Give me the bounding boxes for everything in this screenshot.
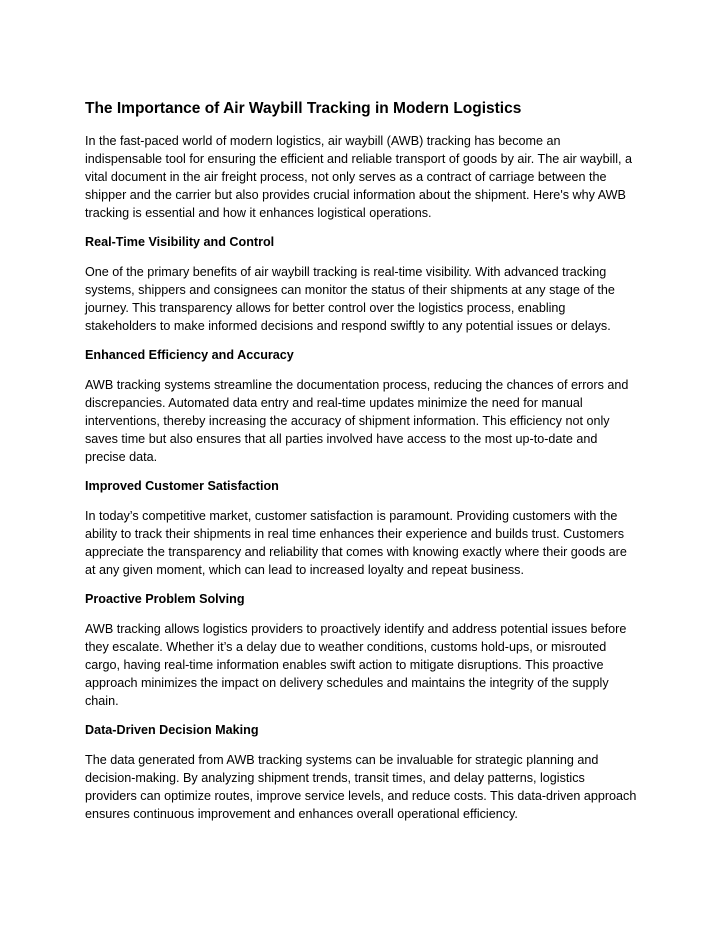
section-heading-real-time-visibility: Real-Time Visibility and Control	[85, 235, 275, 249]
section-heading-problem-solving: Proactive Problem Solving	[85, 592, 245, 606]
document-page	[85, 98, 637, 834]
section-body-problem-solving: AWB tracking allows logistics providers to proactively identify and address potential issues before they escalate. Whether it’s a delay due to weather conditions, customs hold-ups, or misrouted cargo, having real-time information enables swift action to mitigate disruptions. This proactive approach minimizes the impact on delivery schedules and maintains the integrity of the supply chain.	[85, 622, 627, 708]
intro-paragraph: In the fast-paced world of modern logistics, air waybill (AWB) tracking has become an indispensable tool for ensuring the efficient and reliable transport of goods by air. The air waybill, a vital document in the air freight process, not only serves as a contract of carriage between the shipper and the carrier but also provides crucial information about the shipment. Here's why AWB tracking is essential and how it enhances logistical operations.	[85, 134, 632, 220]
section-body-decision-making: The data generated from AWB tracking systems can be invaluable for strategic planning and decision-making. By analyzing shipment trends, transit times, and delay patterns, logistics providers can optimize routes, improve service levels, and reduce costs. This data-driven approach ensures continuous improvement and enhances overall operational efficiency.	[85, 753, 637, 821]
section-heading-efficiency-accuracy: Enhanced Efficiency and Accuracy	[85, 348, 294, 362]
section-body-real-time-visibility: One of the primary benefits of air waybill tracking is real-time visibility. With advanced tracking systems, shippers and consignees can monitor the status of their shipments at any stage of the journey. This transparency allows for better control over the logistics process, enabling stakeholders to make informed decisions and respond swiftly to any potential issues or delays.	[85, 265, 615, 333]
document-title: The Importance of Air Waybill Tracking in Modern Logistics	[85, 100, 522, 117]
section-body-efficiency-accuracy: AWB tracking systems streamline the documentation process, reducing the chances of errors and discrepancies. Automated data entry and real-time updates minimize the need for manual interventions, thereby increasing the accuracy of shipment information. This efficiency not only saves time but also ensures that all parties involved have access to the most up-to-date and precise data.	[85, 378, 629, 464]
section-heading-decision-making: Data-Driven Decision Making	[85, 723, 259, 737]
section-heading-customer-satisfaction: Improved Customer Satisfaction	[85, 479, 279, 493]
section-body-customer-satisfaction: In today’s competitive market, customer satisfaction is paramount. Providing customers with the ability to track their shipments in real time enhances their experience and builds trust. Customers appreciate the transparency and reliability that comes with knowing exactly where their goods are at any given moment, which can lead to increased loyalty and repeat business.	[85, 509, 627, 577]
